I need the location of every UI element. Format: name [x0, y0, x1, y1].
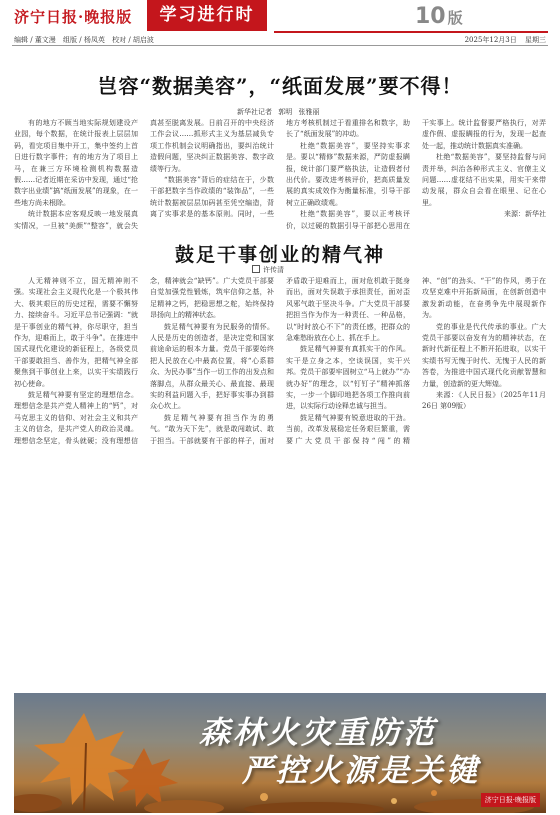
article2-headline: 鼓足干事创业的精气神	[174, 244, 385, 266]
editor-credit: 编辑 / 董文漫	[14, 36, 56, 44]
issue-weekday: 星期三	[525, 36, 546, 44]
section-tab: 学习进行时	[147, 0, 267, 31]
issue-date: 2025年12月3日	[464, 36, 517, 44]
poster-slogan-line1: 森林火灾重防范	[199, 715, 437, 751]
article1-paragraph: 有的地方不顾当地实际规划建设产业园，每个数据，在统计报表上层层加码，看完项目集中开工，集中签约上首日进行数字事件；有的地方为了项目上马，在兼三方环境检测机构数据造假……记者近期在采访中发现，通过“抢数字出业绩”搞“纸面发展”的现象，在一些地方尚未根除。	[14, 119, 138, 207]
article2-paragraph: 鼓足精气神要有坚定的理想信念。理想信念是共产党人精神上的“钙”，对马克思主义的信仰、对社会主义和共产主义的信念，是共产党人的政治灵魂。理想信念坚定，骨头就硬；没有理想信念，精神就会“缺钙”。广大党员干部要自觉加强党性锻炼，筑牢信仰之基，补足精神之钙，把稳思想之舵，始终保持昂扬向上的精神状态。	[14, 277, 274, 445]
page-number	[415, 4, 463, 29]
byline-author-2: 张雅丽	[298, 108, 320, 116]
byline-author: 许传清	[263, 266, 284, 274]
byline-author-1: 郭明	[278, 108, 293, 116]
fire-prevention-poster	[14, 693, 546, 813]
newspaper-logo: 济宁日报·晚报版	[14, 8, 133, 26]
article2-paragraph: 党的事业是代代传承的事业。广大党员干部要以奋发有为的精神状态，在新时代新征程上不断开拓进取，以实干实绩书写无愧于时代、无愧于人民的新答卷，为推进中国式现代化贡献智慧和力量，创造新的更大辉煌。	[422, 322, 546, 388]
fallen-leaves-icon	[14, 790, 534, 813]
page-header	[0, 0, 560, 42]
date-line	[459, 35, 546, 45]
article1-source: 来源：新华社	[504, 210, 546, 219]
article2-paragraph: 鼓足精气神要有担当作为的勇气。“敢为天下先”，就是敢闯敢试、敢于担当。干部就要有干部的样子，面对矛盾敢于迎难而上，面对危机敢于挺身而出，面对失误敢于承担责任，面对歪风邪气敢于坚决斗争。广大党员干部要把担当作为作为一种责任、一种品格，以“时时放心不下”的责任感，把群众的急难愁盼放在心上、抓在手上。	[150, 277, 410, 445]
page-number-unit: 版	[447, 9, 463, 27]
layout-credit: 组版 / 杨凤英	[63, 36, 105, 44]
article1-paragraph: 杜绝“数据美容”，要坚持监督与问责并举，纠治各种形式主义、官僚主义问题……虚花结不出实果，用实干来带动发展，群众自会看在眼里、记在心里。	[422, 153, 546, 207]
proofread-credit: 校对 / 胡启波	[112, 36, 154, 44]
article1-byline	[237, 107, 323, 117]
header-red-rule	[274, 31, 548, 33]
byline-box-icon	[252, 265, 260, 273]
article2-source: 来源：《人民日报》（2025年11月26日 第09版）	[422, 391, 546, 411]
article2-body	[14, 276, 546, 686]
article1-paragraph: 统计数据本应客观反映一地发展真实情况，一旦被“美颜”“整容”，就会失真甚至脱离发展。日前召开的中央经济工作会议……抓形式主义为基层减负专项工作机制会议明确指出，要纠治统计造假问题，坚决纠正数据美容、数字政绩等行为。	[14, 119, 274, 230]
editor-credits	[14, 35, 159, 45]
header-divider	[12, 45, 548, 46]
maple-leaf-icon	[114, 748, 178, 807]
article2-paragraph: 鼓足精气神要有锐意进取的干劲。当前，改革发展稳定任务艰巨繁重，需要广大党员干部保持“闯”的精神、“创”的劲头、“干”的作风，勇于在攻坚克难中开拓新局面，在创新创造中激发新动能，在奋勇争先中展现新作为。	[286, 277, 546, 445]
article1-paragraph: “数据美容”背后的症结在于，少数干部把数字当作政绩的“装饰品”，一些统计数据被层层加码甚至凭空编造，背离了实事求是的基本原则。同时，一些地方考核机制过于看重排名和数字，助长了“纸面发展”的冲动。	[150, 119, 410, 219]
poster-slogan-line2: 严控火源是关键	[242, 753, 480, 789]
poster-credit: 济宁日报·晚报版	[481, 793, 540, 807]
article1-paragraph: 杜绝“数据美容”，要坚持实事求是。要以“精修”数据来源，严防虚报瞒报，统计部门要严格执法，让造假者付出代价。要改进考核评价，把高质量发展的真实成效作为衡量标准，引导干部树立正确政绩观。	[286, 141, 410, 207]
article1-paragraph: 杜绝“数据美容”，要以正考核评价，以过硬的数据引导干部把心思用在干实事上。统计监督要严格执行，对弄虚作假、虚报瞒报的行为，发现一起查处一起，推动统计数据真实准确。	[286, 119, 546, 230]
page-number-value: 10	[415, 4, 446, 29]
article2-paragraph: 鼓足精气神要有为民服务的情怀。人民是历史的创造者，是决定党和国家前途命运的根本力量。党员干部要始终把人民放在心中最高位置，将“心系群众、为民办事”当作一切工作的出发点和落脚点，从群众最关心、最直接、最现实的利益问题入手，把好事实事办到群众心坎上。	[150, 322, 274, 411]
article1-body	[14, 118, 546, 238]
article2-paragraph: 鼓足精气神要有真抓实干的作风。实干是立身之本，空谈误国，实干兴邦。党员干部要牢固树立“马上就办”“办就办好”的理念，以“钉钉子”精神抓落实，一步一个脚印地把各项工作推向前进，以实际行动诠释忠诚与担当。	[286, 345, 410, 411]
article2-byline	[252, 265, 284, 275]
article1-headline: 岂容“数据美容”，“纸面发展”要不得！	[97, 74, 463, 98]
article2-paragraph: 人无精神则不立，国无精神则不强。实现社会主义现代化是一个极其伟大、极其艰巨的历史过程，需要不懈努力、接续奋斗。习近平总书记强调：“就是干事创业的精气神，你尽职守，担当作为，迎难而上，敢于斗争”。在推进中国式现代化建设的新征程上，各级党员干部要敢担当、善作为，把精气神全部聚焦到干事创业上来，以实干实绩践行初心使命。	[14, 277, 138, 388]
byline-agency: 新华社记者	[237, 108, 272, 116]
